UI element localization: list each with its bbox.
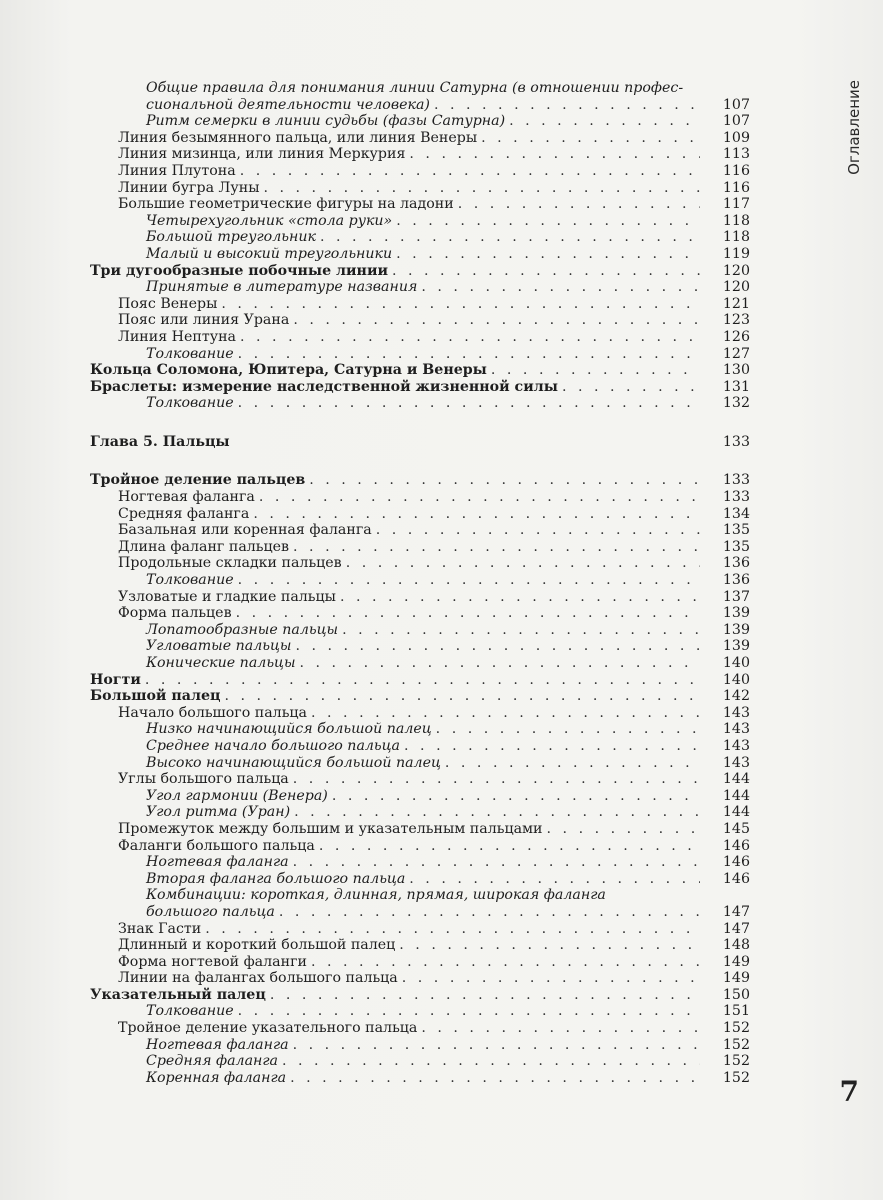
- toc-entry[interactable]: [90, 638, 750, 655]
- leader-dots: [332, 788, 700, 805]
- leader-dots: [238, 572, 700, 589]
- toc-entry-title: Высоко начинающийся большой палец: [146, 754, 441, 771]
- leader-dots: [547, 821, 700, 838]
- toc-entry[interactable]: [90, 489, 750, 506]
- toc-entry-page: 148: [722, 937, 750, 954]
- leader-dots: [282, 1053, 700, 1070]
- leader-dots: [346, 555, 700, 572]
- toc-entry-title: Узловатые и гладкие пальцы: [118, 588, 336, 605]
- toc-entry[interactable]: [90, 887, 750, 920]
- leader-dots: [319, 838, 700, 855]
- leader-dots: [205, 921, 700, 938]
- leader-dots: [259, 489, 700, 506]
- toc-entry-title: Ритм семерки в линии судьбы (фазы Сатурна): [146, 113, 506, 130]
- toc-entry-page: 142: [722, 688, 750, 705]
- toc-entry-page: 136: [722, 572, 750, 589]
- toc-entry-title: Линия безымянного пальца, или линия Венеры: [118, 129, 478, 146]
- toc-entry-page: 117: [722, 196, 750, 213]
- toc-entry-title: Форма пальцев: [118, 605, 232, 622]
- toc-entry[interactable]: [90, 804, 750, 821]
- toc-entry-page: 151: [722, 1003, 750, 1020]
- toc-entry-title: Длинный и короткий большой палец: [118, 937, 396, 954]
- toc-entry[interactable]: [90, 329, 750, 346]
- toc-entry[interactable]: [90, 1003, 750, 1020]
- leader-dots: [311, 954, 700, 971]
- toc-entry-title-line1: Комбинации: короткая, длинная, прямая, широкая фаланга: [146, 887, 606, 904]
- toc-entry-page: 146: [722, 870, 750, 887]
- leader-dots: [409, 871, 700, 888]
- leader-dots: [421, 279, 700, 296]
- table-of-contents: [90, 80, 750, 1086]
- leader-dots: [240, 163, 700, 180]
- toc-entry[interactable]: [90, 954, 750, 971]
- toc-entry-title: Длина фаланг пальцев: [118, 538, 290, 555]
- toc-entry-title: Четырехугольник «стола руки»: [146, 212, 393, 229]
- leader-dots: [240, 329, 700, 346]
- toc-entry[interactable]: [90, 80, 750, 113]
- toc-entry-title: Продольные складки пальцев: [118, 555, 342, 572]
- toc-entry-title: Углы большого пальца: [118, 771, 289, 788]
- toc-entry[interactable]: [90, 312, 750, 329]
- toc-entry-title: Три дугообразные побочные линии: [90, 262, 388, 279]
- leader-dots: [491, 362, 700, 379]
- leader-dots: [293, 854, 700, 871]
- toc-entry-title: Начало большого пальца: [118, 704, 308, 721]
- toc-entry-title: Базальная или коренная фаланга: [118, 522, 372, 539]
- toc-entry-title: Браслеты: измерение наследственной жизненной силы: [90, 378, 558, 395]
- leader-dots: [293, 312, 700, 329]
- toc-entry-page: 152: [722, 1069, 750, 1086]
- toc-entry[interactable]: [90, 229, 750, 246]
- toc-entry-page: 133: [722, 472, 750, 489]
- toc-entry[interactable]: [90, 738, 750, 755]
- toc-entry-page: 107: [722, 96, 750, 113]
- toc-entry[interactable]: [90, 755, 750, 772]
- toc-entry-page: 144: [722, 787, 750, 804]
- toc-entry-page: 126: [722, 328, 750, 345]
- toc-entry[interactable]: [90, 1070, 750, 1087]
- toc-entry[interactable]: [90, 589, 750, 606]
- toc-entry[interactable]: [90, 146, 750, 163]
- toc-entry-page: 144: [722, 804, 750, 821]
- leader-dots: [293, 1037, 700, 1054]
- page-number: 7: [839, 1075, 859, 1108]
- toc-entry-title: Ногтевая фаланга: [118, 489, 255, 506]
- toc-entry[interactable]: [90, 213, 750, 230]
- leader-dots: [295, 638, 700, 655]
- toc-entry-title: Угол гармонии (Венера): [146, 787, 328, 804]
- toc-entry-title: Глава 5. Пальцы: [90, 433, 230, 450]
- leader-dots: [224, 688, 700, 705]
- leader-dots: [376, 522, 700, 539]
- toc-entry-page: 147: [722, 920, 750, 937]
- toc-entry-title: Пояс Венеры: [118, 295, 218, 312]
- leader-dots: [290, 1070, 700, 1087]
- toc-entry-page: 152: [722, 1036, 750, 1053]
- toc-entry-page: 116: [722, 179, 750, 196]
- toc-entry-page: 118: [722, 229, 750, 246]
- toc-entry[interactable]: [90, 705, 750, 722]
- leader-dots: [294, 804, 700, 821]
- leader-dots: [562, 379, 700, 396]
- toc-entry-page: 134: [722, 505, 750, 522]
- toc-entry-page: 140: [722, 671, 750, 688]
- leader-dots: [320, 229, 700, 246]
- toc-entry-title: Линия мизинца, или линия Меркурия: [118, 146, 406, 163]
- toc-entry-title: Ногти: [90, 671, 141, 688]
- toc-entry-page: 152: [722, 1053, 750, 1070]
- toc-entry-title: Угол ритма (Уран): [146, 804, 291, 821]
- toc-entry[interactable]: [90, 688, 750, 705]
- toc-entry[interactable]: [90, 522, 750, 539]
- leader-dots: [402, 970, 700, 987]
- toc-entry-title: Низко начинающийся большой палец: [146, 721, 432, 738]
- toc-entry-page: 132: [722, 395, 750, 412]
- toc-entry[interactable]: [90, 296, 750, 313]
- toc-entry-title: Большой палец: [90, 688, 221, 705]
- leader-dots: [436, 721, 700, 738]
- toc-entry-title: Лопатообразные пальцы: [146, 621, 339, 638]
- leader-dots: [238, 395, 700, 412]
- toc-entry[interactable]: [90, 279, 750, 296]
- toc-entry-title: Конические пальцы: [146, 655, 296, 671]
- toc-entry-title: Тройное деление указательного пальца: [118, 1020, 418, 1037]
- toc-entry-title: Пояс или линия Урана: [118, 312, 290, 329]
- toc-entry-title: Знак Гасти: [118, 920, 202, 937]
- toc-entry[interactable]: [90, 163, 750, 180]
- toc-entry[interactable]: [90, 721, 750, 738]
- toc-entry-page: 143: [722, 737, 750, 754]
- toc-entry-page: 136: [722, 555, 750, 572]
- leader-dots: [236, 605, 700, 622]
- toc-entry[interactable]: [90, 196, 750, 213]
- toc-entry-title: Вторая фаланга большого пальца: [146, 870, 406, 887]
- toc-entry-page: 120: [722, 262, 750, 279]
- toc-entry-title: Большой треугольник: [146, 229, 316, 246]
- toc-entry-page: 149: [722, 970, 750, 987]
- toc-entry[interactable]: [90, 838, 750, 855]
- toc-entry[interactable]: [90, 246, 750, 263]
- toc-entry-title: Указательный палец: [90, 986, 266, 1003]
- toc-entry[interactable]: [90, 821, 750, 838]
- toc-entry-page: 139: [722, 605, 750, 622]
- toc-entry-title: Промежуток между большим и указательным пальцами: [118, 820, 543, 837]
- toc-entry-title: Форма ногтевой фаланги: [118, 953, 307, 970]
- leader-dots: [404, 738, 700, 755]
- toc-entry[interactable]: [90, 672, 750, 689]
- toc-entry[interactable]: [90, 937, 750, 954]
- toc-entry-title: Ногтевая фаланга: [146, 854, 289, 871]
- leader-dots: [399, 937, 700, 954]
- toc-entry[interactable]: [90, 622, 750, 639]
- toc-entry[interactable]: [90, 555, 750, 572]
- toc-entry[interactable]: [90, 854, 750, 871]
- toc-entry[interactable]: [90, 113, 750, 130]
- running-head-section: Оглавление: [845, 80, 863, 175]
- leader-dots: [253, 506, 700, 523]
- toc-entry-page: 130: [722, 362, 750, 379]
- toc-entry-page: 143: [722, 754, 750, 771]
- toc-entry-page: 139: [722, 621, 750, 638]
- toc-entry-page: 150: [722, 986, 750, 1003]
- toc-entry-page: 118: [722, 212, 750, 229]
- toc-entry-title: Толкование: [146, 1003, 234, 1020]
- toc-entry-page: 133: [722, 489, 750, 506]
- toc-spacer: [90, 412, 750, 434]
- toc-entry-title: Толкование: [146, 395, 234, 412]
- toc-entry-page: 146: [722, 854, 750, 871]
- toc-entry-title: Средняя фаланга: [118, 505, 250, 522]
- toc-entry[interactable]: [90, 655, 750, 672]
- toc-entry-title: Угловатые пальцы: [146, 638, 292, 655]
- toc-entry-page: 120: [722, 279, 750, 296]
- toc-entry[interactable]: [90, 395, 750, 412]
- toc-entry-page: 144: [722, 771, 750, 788]
- toc-entry-page: 145: [722, 820, 750, 837]
- toc-entry-page: 116: [722, 162, 750, 179]
- toc-entry-title: Малый и высокий треугольники: [146, 245, 393, 262]
- toc-entry[interactable]: [90, 771, 750, 788]
- toc-entry-page: 143: [722, 704, 750, 721]
- toc-entry-title: Принятые в литературе названия: [146, 279, 418, 296]
- toc-entry[interactable]: [90, 871, 750, 888]
- toc-entry-title: Толкование: [146, 345, 234, 362]
- leader-dots: [342, 622, 700, 639]
- toc-entry-page: 139: [722, 638, 750, 655]
- toc-entry-title: Большие геометрические фигуры на ладони: [118, 196, 454, 213]
- toc-entry[interactable]: [90, 572, 750, 589]
- toc-entry-title: Толкование: [146, 572, 234, 589]
- toc-entry[interactable]: [90, 130, 750, 147]
- leader-dots: [340, 589, 700, 606]
- leader-dots: [309, 472, 700, 489]
- toc-entry-title: Кольца Соломона, Юпитера, Сатурна и Венеры: [90, 362, 487, 379]
- leader-dots: [509, 113, 700, 130]
- leader-dots: [221, 296, 700, 313]
- leader-dots: [279, 904, 700, 921]
- leader-dots: [311, 705, 700, 722]
- toc-entry-page: 152: [722, 1020, 750, 1037]
- leader-dots: [445, 755, 700, 772]
- toc-entry[interactable]: [90, 970, 750, 987]
- toc-entry-page: 113: [722, 146, 750, 163]
- leader-dots: [396, 246, 700, 263]
- toc-entry-page: 127: [722, 345, 750, 362]
- toc-entry-page: 137: [722, 588, 750, 605]
- toc-entry-page: 135: [722, 538, 750, 555]
- leader-dots: [293, 539, 700, 556]
- leader-dots: [421, 1020, 700, 1037]
- toc-entry-title: Тройное деление пальцев: [90, 472, 306, 489]
- toc-entry-title-line2: большого пальца: [146, 903, 275, 920]
- toc-entry-page: 147: [722, 903, 750, 920]
- toc-entry-page: 140: [722, 655, 750, 671]
- toc-entry[interactable]: [90, 788, 750, 805]
- toc-entry-page: 107: [722, 113, 750, 130]
- leader-dots: [270, 987, 700, 1004]
- leader-dots: [300, 655, 701, 672]
- toc-entry-title: Ногтевая фаланга: [146, 1036, 289, 1053]
- leader-dots: [392, 263, 700, 280]
- toc-entry[interactable]: [90, 506, 750, 523]
- toc-entry[interactable]: [90, 605, 750, 622]
- toc-entry-title: Линии бугра Луны: [118, 179, 260, 196]
- toc-entry-title: Средняя фаланга: [146, 1053, 278, 1070]
- toc-entry-title: Фаланги большого пальца: [118, 837, 315, 854]
- toc-entry-title-line2: сиональной деятельности человека): [146, 96, 430, 113]
- leader-dots: [263, 180, 700, 197]
- toc-entry[interactable]: [90, 180, 750, 197]
- toc-entry-title: Линия Плутона: [118, 162, 236, 179]
- toc-entry-page: 146: [722, 837, 750, 854]
- leader-dots: [238, 1003, 700, 1020]
- leader-dots: [293, 771, 700, 788]
- toc-entry[interactable]: [90, 1037, 750, 1054]
- toc-entry-page: 119: [722, 245, 750, 262]
- toc-entry-page: 109: [722, 129, 750, 146]
- toc-entry[interactable]: [90, 346, 750, 363]
- leader-dots: [409, 146, 700, 163]
- toc-entry-page: 135: [722, 522, 750, 539]
- toc-entry[interactable]: [90, 362, 750, 379]
- toc-entry-title: Среднее начало большого пальца: [146, 737, 401, 754]
- leader-dots: [145, 672, 700, 689]
- toc-entry[interactable]: [90, 379, 750, 396]
- leader-dots: [481, 130, 700, 147]
- toc-entry[interactable]: [90, 539, 750, 556]
- toc-entry-page: 143: [722, 721, 750, 738]
- leader-dots: [458, 196, 700, 213]
- toc-entry[interactable]: [90, 987, 750, 1004]
- leader-dots: [396, 213, 700, 230]
- toc-entry-page: 121: [722, 295, 750, 312]
- leader-dots: [434, 97, 700, 114]
- toc-entry-title-line1: Общие правила для понимания линии Сатурна (в отношении профес-: [146, 80, 684, 96]
- toc-entry-page: 149: [722, 953, 750, 970]
- toc-spacer: [90, 450, 750, 472]
- toc-entry-title: Коренная фаланга: [146, 1069, 287, 1086]
- toc-entry-page: 131: [722, 378, 750, 395]
- toc-entry-page: 133: [722, 433, 750, 450]
- toc-entry-page: 123: [722, 312, 750, 329]
- chapter-heading[interactable]: [90, 434, 750, 451]
- toc-entry[interactable]: [90, 921, 750, 938]
- toc-entry[interactable]: [90, 1053, 750, 1070]
- toc-entry[interactable]: [90, 472, 750, 489]
- leader-dots: [238, 346, 700, 363]
- toc-entry[interactable]: [90, 1020, 750, 1037]
- toc-entry-title: Линия Нептуна: [118, 328, 237, 345]
- toc-entry[interactable]: [90, 263, 750, 280]
- toc-entry-title: Линии на фалангах большого пальца: [118, 970, 398, 987]
